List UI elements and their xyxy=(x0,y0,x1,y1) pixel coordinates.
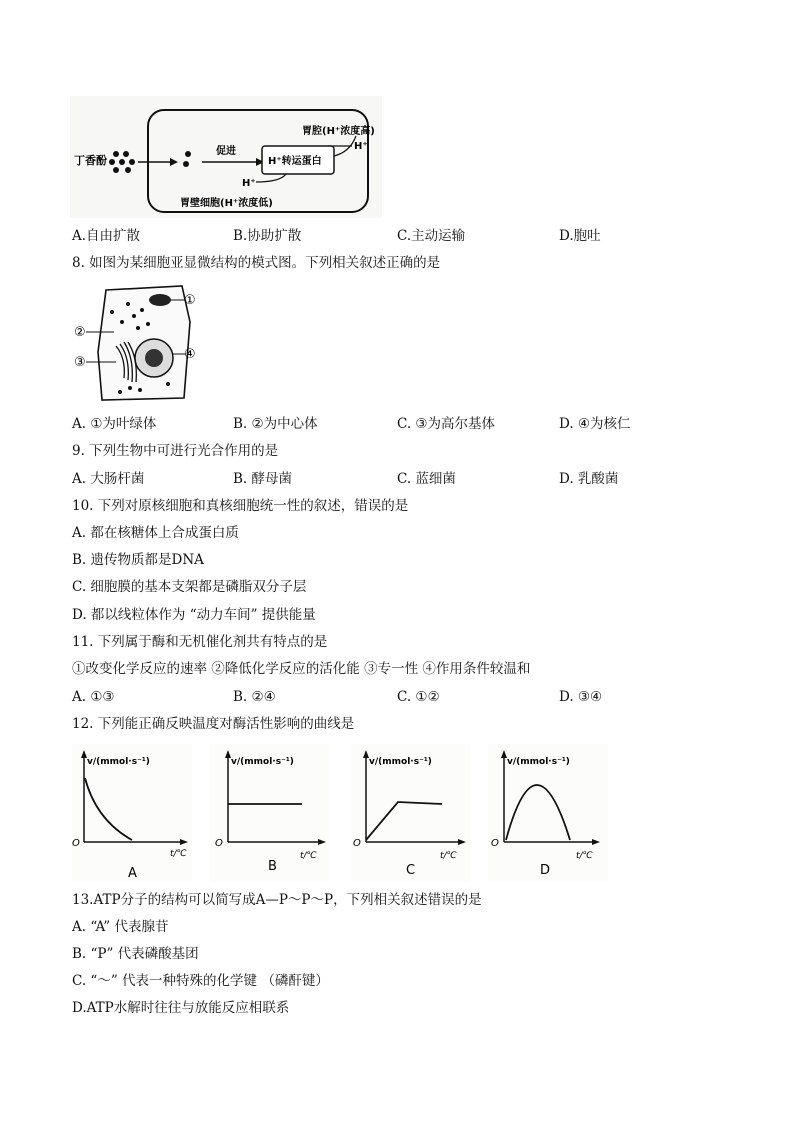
q11-option-b[interactable]: B. ②④ xyxy=(233,689,276,705)
ylabel: v/(mmol·s⁻¹) xyxy=(369,757,432,767)
q8-label-4: ④ xyxy=(184,347,196,362)
q11-option-d[interactable]: D. ③④ xyxy=(559,689,603,705)
q7-option-c[interactable]: C.主动运输 xyxy=(397,228,466,244)
q8-cell-figure xyxy=(72,282,202,406)
q7-eugenol-label: 丁香酚 xyxy=(74,154,107,167)
origin: O xyxy=(215,838,223,849)
q13-option-a[interactable]: A. “A” 代表腺苷 xyxy=(72,919,169,935)
q9-option-b[interactable]: B. 酵母菌 xyxy=(233,471,293,487)
graph-label-b: B xyxy=(268,859,277,874)
q11-statements: ①改变化学反应的速率 ②降低化学反应的活化能 ③专一性 ④作用条件较温和 xyxy=(72,661,531,677)
q11-stem: 11. 下列属于酶和无机催化剂共有特点的是 xyxy=(72,634,328,650)
q13-option-b[interactable]: B. “P” 代表磷酸基团 xyxy=(72,946,199,962)
q9-option-c[interactable]: C. 蓝细菌 xyxy=(397,471,456,487)
xlabel: t/℃ xyxy=(300,851,317,861)
q7-promote-label: 促进 xyxy=(216,146,236,157)
origin: O xyxy=(72,838,80,849)
q8-label-2: ② xyxy=(74,325,86,340)
q7-option-a[interactable]: A.自由扩散 xyxy=(72,228,141,244)
q9-stem: 9. 下列生物中可进行光合作用的是 xyxy=(72,443,279,459)
q7-hplus-out: H⁺ xyxy=(354,141,368,152)
q8-stem: 8. 如图为某细胞亚显微结构的模式图。下列相关叙述正确的是 xyxy=(72,255,441,271)
q8-option-d[interactable]: D. ④为核仁 xyxy=(559,416,631,432)
q7-option-b[interactable]: B.协助扩散 xyxy=(233,228,302,244)
q8-option-a[interactable]: A. ①为叶绿体 xyxy=(72,416,157,432)
q7-stomach-label: 胃腔(H⁺浓度高) xyxy=(302,126,375,137)
q8-option-b[interactable]: B. ②为中心体 xyxy=(233,416,318,432)
graph-label-a: A xyxy=(128,866,137,881)
q12-graph-d[interactable] xyxy=(488,744,608,882)
q7-transporter-label: H⁺转运蛋白 xyxy=(268,156,322,167)
q12-graph-b[interactable] xyxy=(210,744,330,882)
q10-stem: 10. 下列对原核细胞和真核细胞统一性的叙述，错误的是 xyxy=(72,498,409,514)
q13-stem: 13.ATP分子的结构可以简写成A—P～P～P，下列相关叙述错误的是 xyxy=(72,892,482,908)
q7-hplus-in: H⁺ xyxy=(242,178,256,189)
q11-option-c[interactable]: C. ①② xyxy=(397,689,440,705)
q7-figure xyxy=(70,96,382,218)
q13-option-c[interactable]: C. “～” 代表一种特殊的化学键 （磷酐键） xyxy=(72,973,329,989)
q10-option-c[interactable]: C. 细胞膜的基本支架都是磷脂双分子层 xyxy=(72,579,307,595)
q10-option-d[interactable]: D. 都以线粒体作为 “动力车间” 提供能量 xyxy=(72,607,316,623)
q10-option-b[interactable]: B. 遗传物质都是DNA xyxy=(72,552,204,568)
q8-label-3: ③ xyxy=(74,355,86,370)
xlabel: t/℃ xyxy=(440,851,457,861)
q10-option-a[interactable]: A. 都在核糖体上合成蛋白质 xyxy=(72,525,239,541)
graph-label-c: C xyxy=(406,863,416,878)
q7-cell-label: 胃壁细胞(H⁺浓度低) xyxy=(180,198,273,209)
ylabel: v/(mmol·s⁻¹) xyxy=(507,757,570,767)
q12-graph-c[interactable] xyxy=(350,744,470,882)
xlabel: t/℃ xyxy=(576,851,593,861)
q12-stem: 12. 下列能正确反映温度对酶活性影响的曲线是 xyxy=(72,716,355,732)
ylabel: v/(mmol·s⁻¹) xyxy=(87,757,150,767)
q8-label-1: ① xyxy=(184,293,196,308)
origin: O xyxy=(353,838,361,849)
ylabel: v/(mmol·s⁻¹) xyxy=(231,757,294,767)
q9-option-a[interactable]: A. 大肠杆菌 xyxy=(72,471,145,487)
q7-option-d[interactable]: D.胞吐 xyxy=(559,228,601,244)
q12-graph-a[interactable] xyxy=(72,744,192,882)
q9-option-d[interactable]: D. 乳酸菌 xyxy=(559,471,619,487)
xlabel: t/℃ xyxy=(170,849,187,859)
q11-option-a[interactable]: A. ①③ xyxy=(72,689,115,705)
graph-label-d: D xyxy=(540,863,551,878)
origin: O xyxy=(491,838,499,849)
q8-option-c[interactable]: C. ③为高尔基体 xyxy=(397,416,496,432)
q13-option-d[interactable]: D.ATP水解时往往与放能反应相联系 xyxy=(72,1000,290,1016)
